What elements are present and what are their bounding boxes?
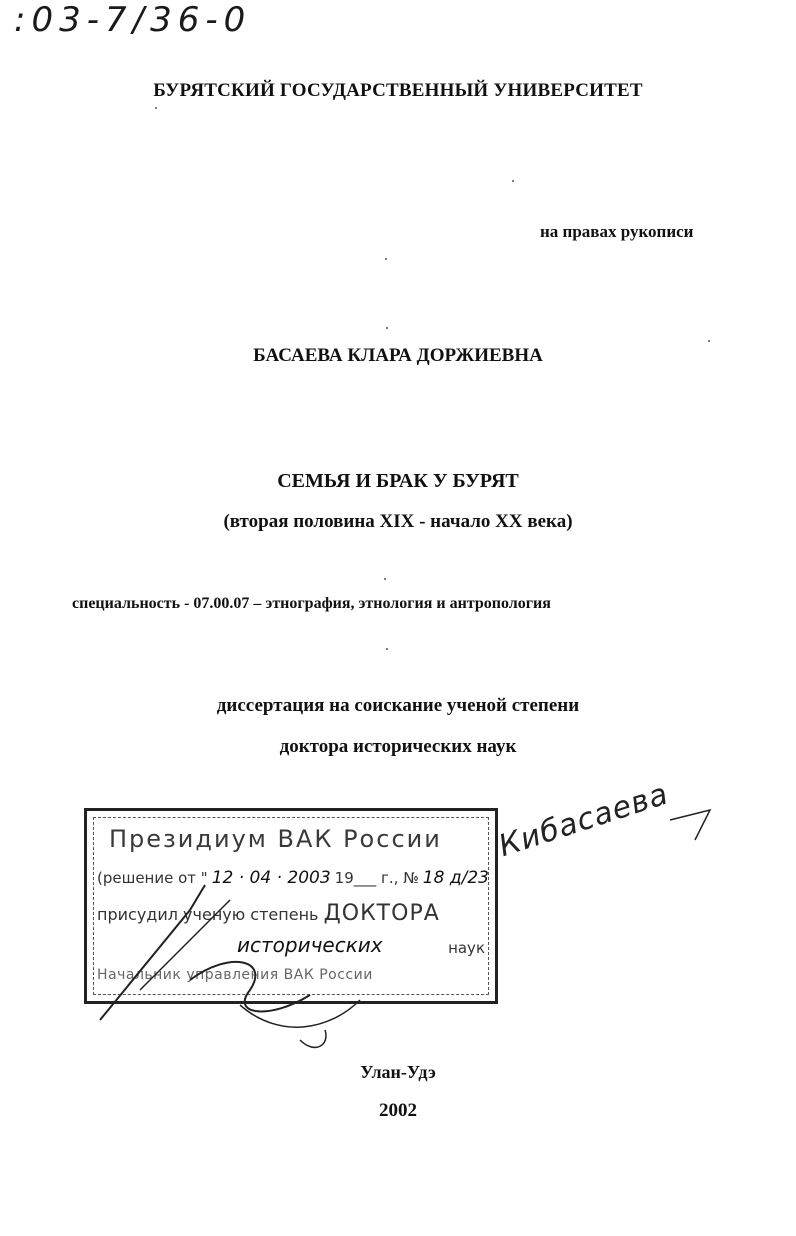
dissertation-title: СЕМЬЯ И БРАК У БУРЯТ (277, 470, 519, 492)
scan-speck (512, 180, 514, 182)
stamp-awarded-prefix: присудил ученую степень (97, 905, 319, 924)
scan-speck (384, 578, 386, 580)
scan-speck (385, 258, 387, 260)
stamp-awarded-line (97, 901, 440, 926)
stamp-science-suffix: наук (448, 939, 485, 957)
dissertation-degree-line-1: диссертация на соискание ученой степени (216, 695, 580, 716)
scan-speck (155, 107, 157, 109)
signature-stroke-4 (240, 1000, 360, 1027)
manuscript-rights-note: на правах рукописи (540, 222, 694, 241)
stamp-decision-mid: 19___ г., № (334, 869, 419, 887)
stamp-science-handwritten: исторических (237, 933, 383, 957)
stamp-title: Президиум ВАК России (109, 825, 442, 853)
signature-stroke-5 (300, 1030, 326, 1047)
specialty-line: специальность - 07.00.07 – этнография, этнология и антропология (72, 595, 551, 612)
dissertation-subtitle: (вторая половина XIX - начало XX века) (223, 511, 573, 532)
handwritten-archive-number: :03-7/36-0 (14, 0, 252, 40)
vak-stamp (84, 808, 498, 1004)
stamp-awarded-degree: ДОКТОРА (323, 901, 440, 926)
scan-speck (386, 648, 388, 650)
year: 2002 (379, 1100, 417, 1121)
university-name: БУРЯТСКИЙ ГОСУДАРСТВЕННЫЙ УНИВЕРСИТЕТ (153, 80, 643, 101)
flourish-stroke (670, 810, 710, 840)
author-name: БАСАЕВА КЛАРА ДОРЖИЕВНА (253, 345, 543, 366)
scan-speck (386, 327, 388, 329)
scan-speck (708, 340, 710, 342)
dissertation-degree-line-2: доктора исторических наук (279, 736, 517, 757)
city: Улан-Удэ (360, 1062, 436, 1082)
stamp-head-line: Начальник управления ВАК России (97, 967, 373, 983)
stamp-decision-line (97, 868, 493, 888)
stamp-decision-number: 18 д/23 (422, 868, 489, 888)
stamp-decision-prefix: (решение от " (97, 869, 208, 887)
handwritten-signature-right: Кибасаева (494, 776, 673, 865)
stamp-decision-date: 12 · 04 · 2003 (211, 868, 331, 888)
